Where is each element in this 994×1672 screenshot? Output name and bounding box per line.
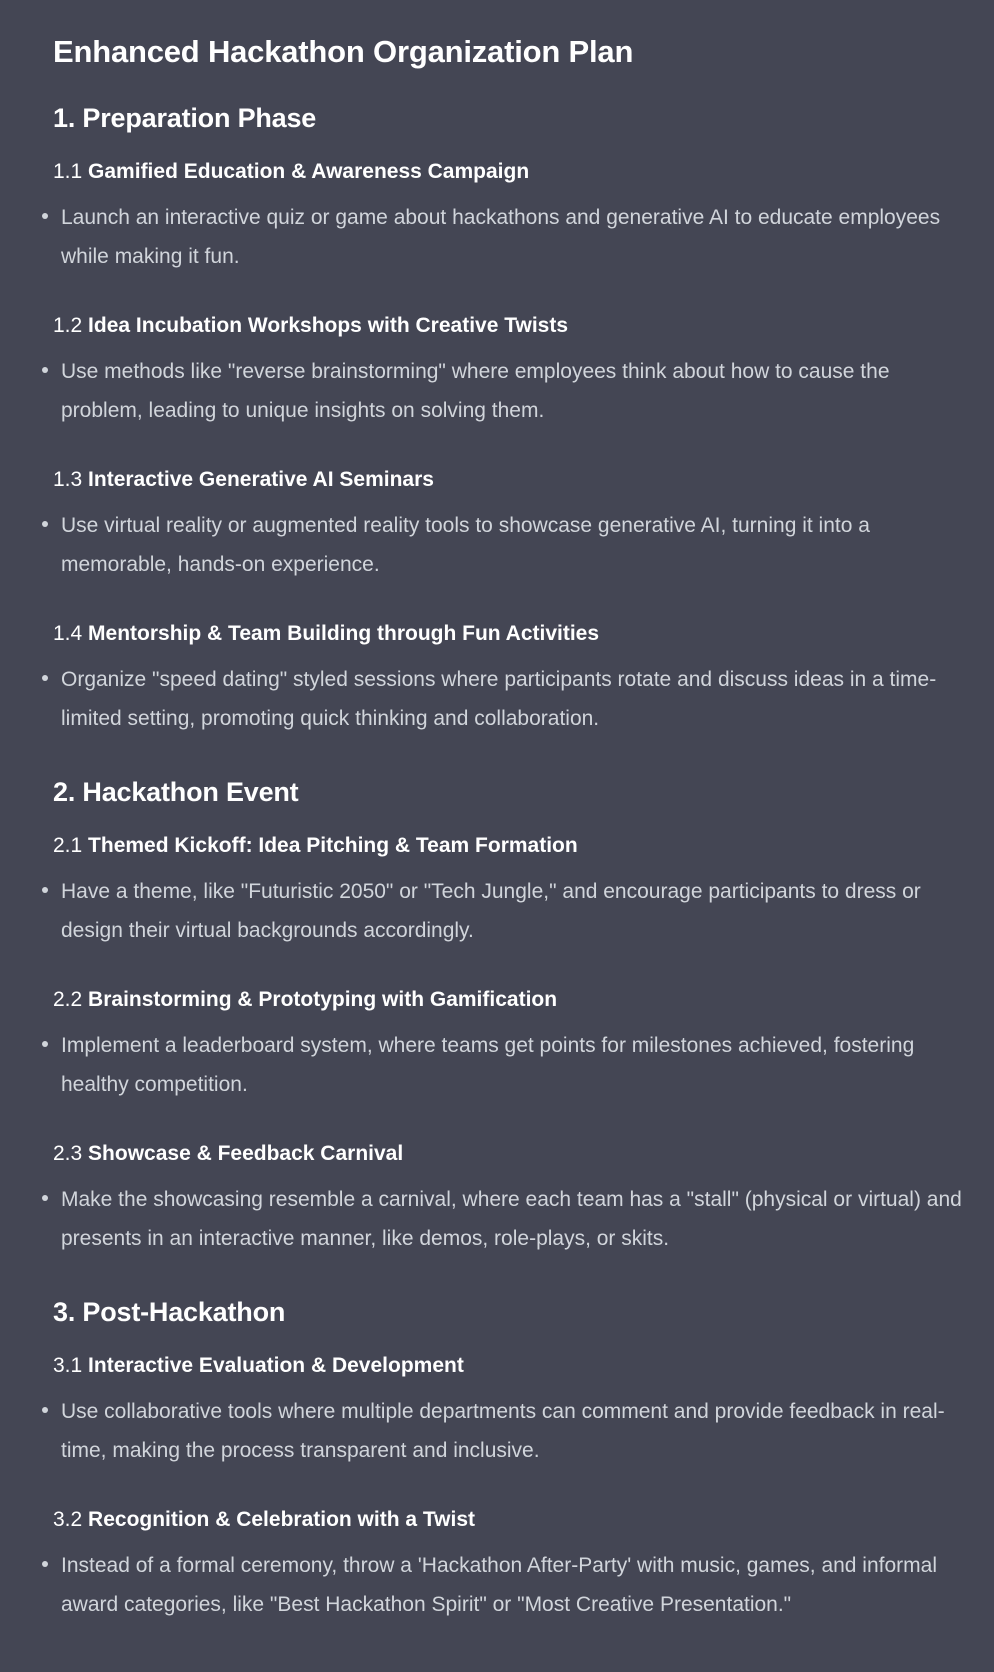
subsection-number: 3.1 xyxy=(53,1354,83,1377)
list-item: Organize "speed dating" styled sessions where participants rotate and discuss ideas in a time-limited setting, promoting quick thinking and collaboration. xyxy=(53,660,964,738)
list-item: Use collaborative tools where multiple departments can comment and provide feedback in real-time, making the process transparent and inclusive. xyxy=(53,1392,964,1470)
subsection-title xyxy=(53,158,964,186)
list-item: Have a theme, like "Futuristic 2050" or "Tech Jungle," and encourage participants to dress or design their virtual backgrounds accordingly. xyxy=(53,872,964,950)
subsection-name: Interactive Evaluation & Development xyxy=(88,1354,464,1377)
subsection-1-2 xyxy=(53,312,964,430)
subsection-name: Themed Kickoff: Idea Pitching & Team Formation xyxy=(88,834,578,857)
subsection-number: 1.4 xyxy=(53,622,83,645)
section-heading: 1. Preparation Phase xyxy=(53,103,317,133)
subsection-2-3 xyxy=(53,1140,964,1258)
list-item: Use methods like "reverse brainstorming" where employees think about how to cause the problem, leading to unique insights on solving them. xyxy=(53,352,964,430)
subsection-name: Idea Incubation Workshops with Creative Twists xyxy=(88,314,569,337)
bullet-list xyxy=(53,1180,964,1258)
bullet-list xyxy=(53,198,964,276)
subsection-number: 2.1 xyxy=(53,834,83,857)
section-heading: 3. Post-Hackathon xyxy=(53,1297,286,1327)
list-item: Implement a leaderboard system, where teams get points for milestones achieved, fostering healthy competition. xyxy=(53,1026,964,1104)
bullet-list xyxy=(53,506,964,584)
subsection-name: Recognition & Celebration with a Twist xyxy=(88,1508,476,1531)
list-item: Make the showcasing resemble a carnival, where each team has a "stall" (physical or virtual) and presents in an interactive manner, like demos, role-plays, or skits. xyxy=(53,1180,964,1258)
subsection-number: 1.3 xyxy=(53,468,83,491)
subsection-2-1 xyxy=(53,832,964,950)
subsection-title xyxy=(53,620,964,648)
subsection-title xyxy=(53,1506,964,1534)
subsection-1-4 xyxy=(53,620,964,738)
subsection-1-1 xyxy=(53,158,964,276)
bullet-list xyxy=(53,1546,964,1624)
subsection-number: 3.2 xyxy=(53,1508,83,1531)
list-item: Instead of a formal ceremony, throw a 'Hackathon After-Party' with music, games, and informal award categories, like "Best Hackathon Spirit" or "Most Creative Presentation." xyxy=(53,1546,964,1624)
list-item: Launch an interactive quiz or game about hackathons and generative AI to educate employees while making it fun. xyxy=(53,198,964,276)
section-heading: 2. Hackathon Event xyxy=(53,777,299,807)
subsection-name: Showcase & Feedback Carnival xyxy=(88,1142,404,1165)
subsection-name: Gamified Education & Awareness Campaign xyxy=(88,160,530,183)
page-title: Enhanced Hackathon Organization Plan xyxy=(53,34,634,69)
subsection-3-2 xyxy=(53,1506,964,1624)
subsection-name: Mentorship & Team Building through Fun Activities xyxy=(88,622,600,645)
subsection-title xyxy=(53,832,964,860)
subsection-number: 1.1 xyxy=(53,160,83,183)
bullet-list xyxy=(53,1026,964,1104)
subsection-2-2 xyxy=(53,986,964,1104)
bullet-list xyxy=(53,1392,964,1470)
subsection-number: 1.2 xyxy=(53,314,83,337)
subsection-number: 2.3 xyxy=(53,1142,83,1165)
subsection-1-3 xyxy=(53,466,964,584)
bullet-list xyxy=(53,660,964,738)
bullet-list xyxy=(53,352,964,430)
list-item: Use virtual reality or augmented reality tools to showcase generative AI, turning it into a memorable, hands-on experience. xyxy=(53,506,964,584)
subsection-3-1 xyxy=(53,1352,964,1470)
bullet-list xyxy=(53,872,964,950)
subsection-number: 2.2 xyxy=(53,988,83,1011)
subsection-name: Interactive Generative AI Seminars xyxy=(88,468,434,491)
section-preparation xyxy=(53,100,964,738)
subsection-title xyxy=(53,1352,964,1380)
subsection-name: Brainstorming & Prototyping with Gamification xyxy=(88,988,558,1011)
subsection-title xyxy=(53,312,964,340)
section-hackathon-event xyxy=(53,774,964,1258)
section-post-hackathon xyxy=(53,1294,964,1624)
subsection-title xyxy=(53,986,964,1014)
subsection-title xyxy=(53,1140,964,1168)
subsection-title xyxy=(53,466,964,494)
